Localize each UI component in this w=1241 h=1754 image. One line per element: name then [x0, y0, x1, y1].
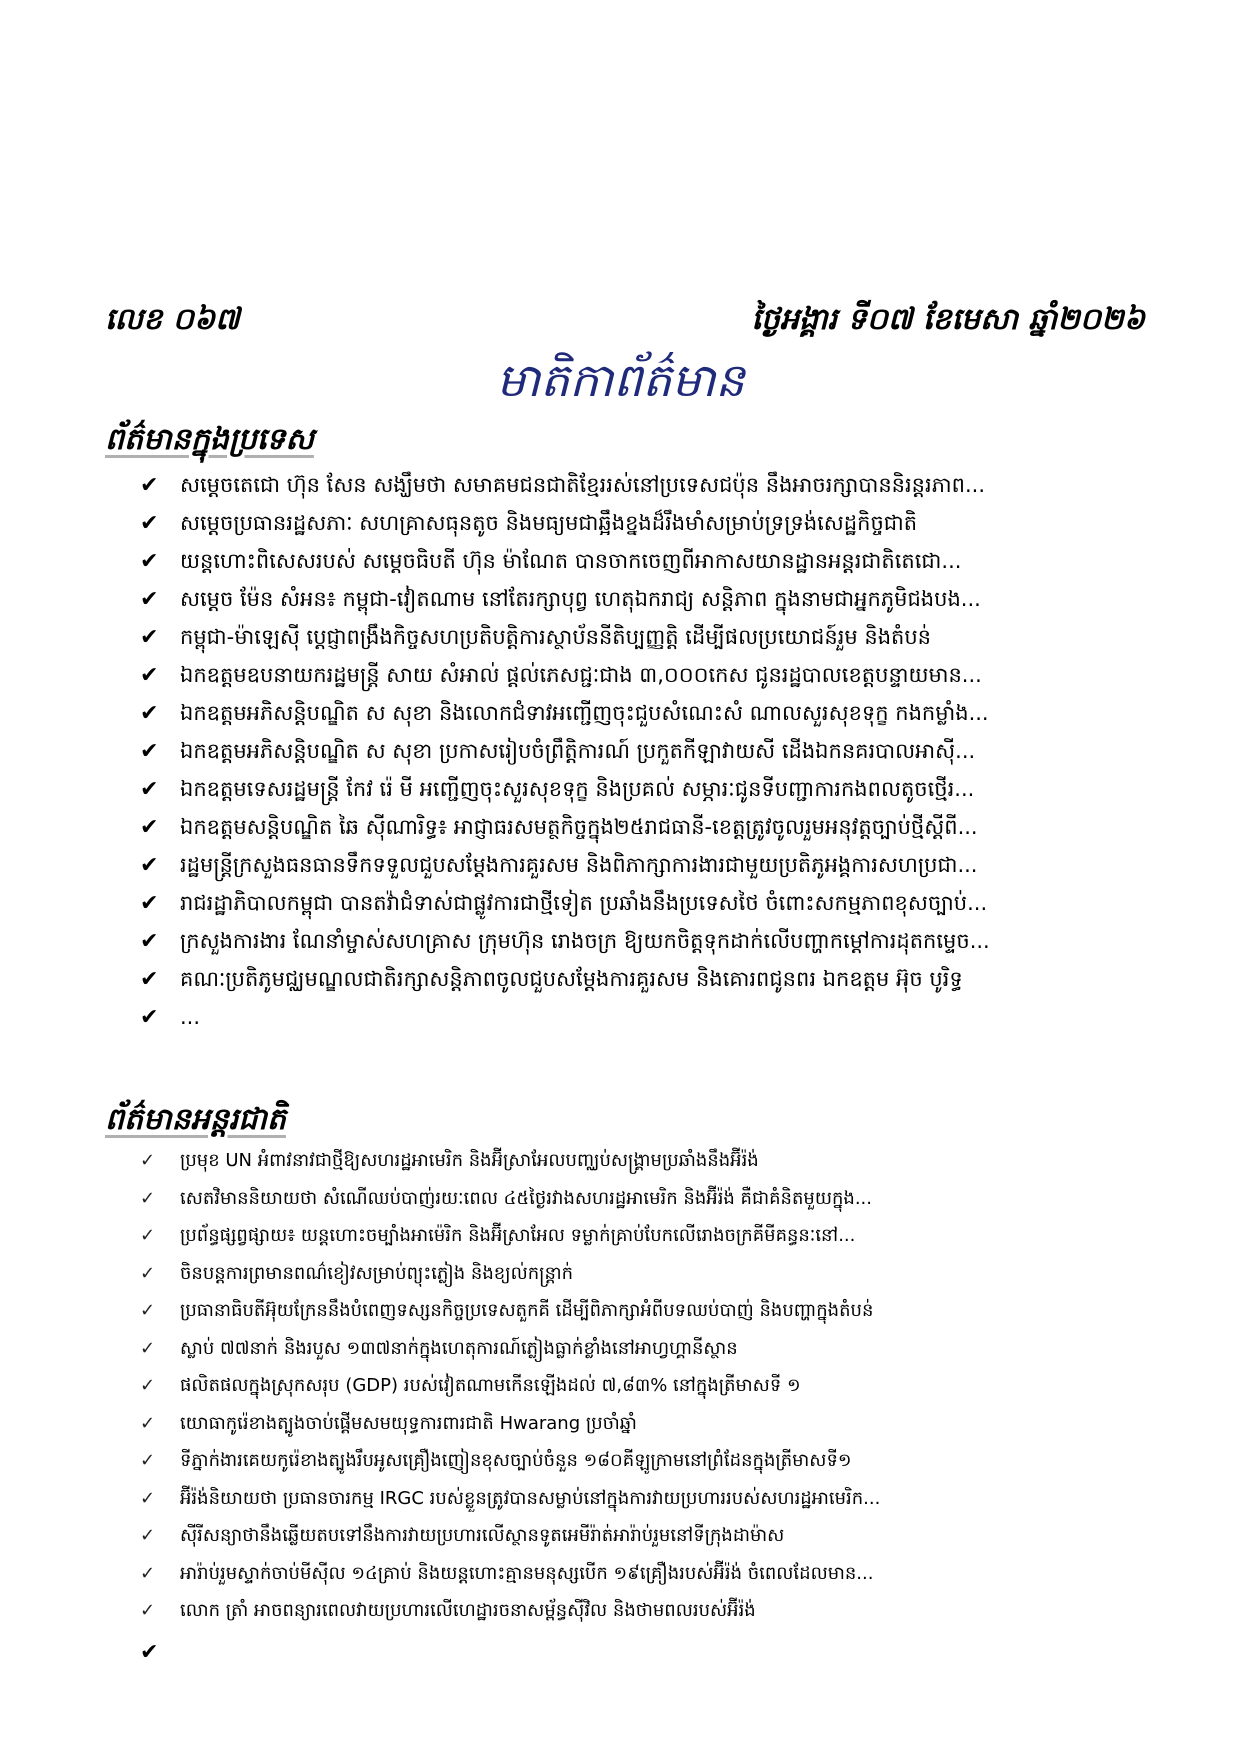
news-item-text: ...: [180, 1005, 201, 1029]
news-item: [140, 1592, 1160, 1630]
news-item-text: ចិនបន្តការព្រមានពណ៌ខៀវសម្រាប់ព្យុះភ្លៀង និងខ្យល់កន្ត្រាក់: [180, 1262, 574, 1284]
news-item-text: រាជរដ្ឋាភិបាលកម្ពុជា បានតវ៉ាជំទាស់ជាផ្លូវការជាថ្មីទៀត ប្រឆាំងនឹងប្រទេសថៃ ចំពោះសកម្មភាពខុសច្បាប់...: [180, 891, 988, 915]
news-item: [140, 808, 1160, 846]
news-item: [140, 1255, 1160, 1293]
check-icon: ✔: [140, 473, 159, 498]
news-item-text: យន្តហោះពិសេសរបស់ សម្ដេចធិបតី ហ៊ុន ម៉ាណែត បានចាកចេញពីអាកាសយានដ្ឋានអន្តរជាតិតេជោ...: [180, 549, 962, 573]
check-icon: ✓: [140, 1412, 156, 1434]
news-item-text: ស៊ីរីសន្យាថានឹងឆ្លើយតបទៅនឹងការវាយប្រហារលើស្ថានទូតអេមីរ៉ាត់អារ៉ាប់រួមនៅទីក្រុងដាម៉ាស: [180, 1525, 785, 1546]
news-item-text: កម្ពុជា-ម៉ាឡេស៊ី ប្ដេជ្ញាពង្រឹងកិច្ចសហប្រតិបត្តិការស្ថាប័ននីតិប្បញ្ញត្តិ ដើម្បីផលប្រយោជន៍រួម និងតំបន់: [180, 625, 932, 649]
news-item-text: អ៊ីរ៉ង់និយាយថា ប្រធានចារកម្ម IRGC របស់ខ្លួនត្រូវបានសម្លាប់នៅក្នុងការវាយប្រហាររបស់សហរដ្ឋអាមេរិក...: [180, 1487, 881, 1509]
check-icon: ✔: [140, 929, 159, 954]
news-item-text: រដ្ឋមន្ត្រីក្រសួងធនធានទឹកទទួលជួបសម្ដែងការគួរសម និងពិភាក្សាការងារជាមួយប្រតិភូអង្គការសហប្រជា...: [180, 853, 978, 877]
news-item-text: ឯកឧត្តមឧបនាយករដ្ឋមន្ត្រី សាយ សំអាល់ ផ្តល់ភេសជ្ជៈជាង ៣,០០០កេស ជូនរដ្ឋបាលខេត្តបន្ទាយមាន...: [180, 663, 982, 687]
news-item-text: ឯកឧត្តមអភិសន្តិបណ្ឌិត ស សុខា ប្រកាសរៀបចំព្រឹត្តិការណ៍ ប្រកួតកីឡាវាយសី ដើងឯកនគរបាលអាស៊ី...: [180, 739, 976, 763]
news-item-text: សេតវិមាននិយាយថា សំណើឈប់បាញ់រយៈពេល ៤៥ថ្ងៃរវាងសហរដ្ឋអាមេរិក និងអ៊ីរ៉ង់ គឺជាគំនិតមួយក្នុង...: [180, 1187, 872, 1209]
news-item: [140, 1555, 1160, 1593]
check-icon: ✔: [140, 891, 159, 916]
check-icon: ✔: [140, 549, 159, 574]
news-item: [140, 466, 1160, 504]
news-item-text: ឯកឧត្តមទេសរដ្ឋមន្ត្រី កែវ រ៉េ មី អញ្ជើញចុះសួរសុខទុក្ខ និងប្រគល់ សម្ភារៈជូនទីបញ្ជាការកងពលតូចថ្មើរ...: [180, 777, 975, 801]
check-icon: ✓: [140, 1262, 156, 1284]
check-icon: ✓: [140, 1150, 156, 1171]
header-row: [105, 300, 1145, 340]
check-icon: ✔: [140, 967, 159, 992]
news-item-text: សម្ដេចប្រធានរដ្ឋសភាៈ សហគ្រាសធុនតូច និងមធ្យមជាឆ្អឹងខ្នងដ៏រឹងមាំសម្រាប់ទ្រទ្រង់សេដ្ឋកិច្ចជាតិ: [180, 511, 918, 535]
issue-date: ថ្ងៃអង្គារ ទី០៧ ខែមេសា ឆ្នាំ២០២៦: [751, 302, 1145, 337]
news-item-text: ឯកឧត្តមសន្តិបណ្ឌិត ឆៃ ស៊ីណារិទ្ធ៖ អាជ្ញាធរសមត្ថកិច្ចក្នុង២៥រាជធានី-ខេត្តត្រូវចូលរួមអនុវត្តច្បាប់ថ្មីស្តីពី...: [180, 815, 978, 839]
news-item: [140, 770, 1160, 808]
news-item: [140, 1292, 1160, 1330]
check-icon: ✓: [140, 1600, 156, 1621]
news-item: [140, 1517, 1160, 1555]
news-item: [140, 1217, 1160, 1255]
news-item-text: ផលិតផលក្នុងស្រុកសរុប (GDP) របស់វៀតណាមកើនឡើងដល់ ៧,៨៣% នៅក្នុងត្រីមាសទី ១: [180, 1375, 801, 1396]
news-item: [140, 580, 1160, 618]
check-icon: ✔: [140, 1005, 159, 1030]
news-item-text: សម្ដេច ម៉ែន សំអន៖ កម្ពុជា-វៀតណាម នៅតែរក្សាបុព្វ ហេតុឯករាជ្យ សន្តិភាព ក្នុងនាមជាអ្នកភូមិជងបង...: [180, 587, 981, 611]
check-icon: ✓: [140, 1562, 156, 1584]
check-icon: ✔: [140, 815, 159, 840]
check-icon: ✔: [140, 853, 159, 878]
news-item-text: លោក ត្រាំ អាចពន្យារពេលវាយប្រហារលើហេដ្ឋារចនាសម្ព័ន្ធស៊ីវិល និងថាមពលរបស់អ៊ីរ៉ង់: [180, 1600, 756, 1621]
check-icon: ✔: [140, 739, 159, 764]
news-item-text: ប្រធានាធិបតីអ៊ុយក្រែននឹងបំពេញទស្សនកិច្ចប្រទេសតួកគី ដើម្បីពិភាក្សាអំពីបទឈប់បាញ់ និងបញ្ហាក្នុងតំបន់: [180, 1300, 874, 1321]
news-item-text: យោធាកូរ៉េខាងត្បូងចាប់ផ្ដើមសមយុទ្ធការពារជាតិ Hwarang ប្រចាំឆ្នាំ: [180, 1412, 637, 1434]
trailing-check-icon: ✔: [140, 1640, 159, 1665]
news-item: [140, 542, 1160, 580]
check-icon: ✔: [140, 511, 159, 536]
news-item: [140, 1442, 1160, 1480]
check-icon: ✓: [140, 1450, 156, 1471]
check-icon: ✔: [140, 701, 159, 726]
news-item: [140, 1330, 1160, 1368]
check-icon: ✓: [140, 1225, 156, 1246]
news-item: [140, 732, 1160, 770]
news-item: [140, 656, 1160, 694]
domestic-news-heading: ព័ត៌មានក្នុងប្រទេស: [105, 422, 314, 457]
news-item: [140, 1142, 1160, 1180]
international-news-heading: ព័ត៌មានអន្តរជាតិ: [105, 1102, 286, 1137]
news-item-text: ប្រមុខ UN អំពាវនាវជាថ្មីឱ្យសហរដ្ឋអាមេរិក និងអ៊ីស្រាអែលបញ្ឈប់សង្គ្រាមប្រឆាំងនឹងអ៊ីរ៉ង់: [180, 1150, 759, 1171]
news-item: [140, 998, 1160, 1036]
document-title: មាតិកាព័ត៌មាន: [496, 353, 745, 407]
news-item-text: អារ៉ាប់រួមស្ទាក់ចាប់មីស៊ីល ១៤គ្រាប់ និងយន្តហោះគ្មានមនុស្សបើក ១៩គ្រឿងរបស់អ៊ីរ៉ង់ ចំពេលដែលមាន...: [180, 1562, 874, 1584]
check-icon: ✔: [140, 587, 159, 612]
check-icon: ✓: [140, 1337, 156, 1359]
news-item-text: ប្រព័ន្ធផ្សព្វផ្សាយ៖ យន្តហោះចម្បាំងអាម៉េរិក និងអ៊ីស្រាអែល ទម្លាក់គ្រាប់បែកលើរោងចក្រគីមីគន្ធនៈនៅ...: [180, 1225, 856, 1246]
news-item: [140, 504, 1160, 542]
check-icon: ✓: [140, 1487, 156, 1509]
news-item: [140, 960, 1160, 998]
check-icon: ✓: [140, 1375, 156, 1396]
issue-number: លេខ ០៦៧: [105, 302, 240, 337]
news-item-text: ទីភ្នាក់ងារគេយកូរ៉េខាងត្បូងរឹបអូសគ្រឿងញៀនខុសច្បាប់ចំនួន ១៨០គីឡូក្រាមនៅព្រំដែនក្នុងត្រីមាសទី១: [180, 1450, 852, 1471]
news-item: [140, 884, 1160, 922]
check-icon: ✔: [140, 625, 159, 650]
news-item: [140, 1480, 1160, 1518]
news-item: [140, 1180, 1160, 1218]
check-icon: ✓: [140, 1300, 156, 1321]
news-item-text: សម្ដេចតេជោ ហ៊ុន សែន សង្ឃឹមថា សមាគមជនជាតិខ្មែររស់នៅប្រទេសជប៉ុន នឹងអាចរក្សាបាននិរន្តរភាព...: [180, 473, 986, 497]
international-news-list: [140, 1142, 1160, 1630]
check-icon: ✔: [140, 777, 159, 802]
news-item-text: ក្រសួងការងារ ណែនាំម្ចាស់សហគ្រាស ក្រុមហ៊ុន រោងចក្រ ឱ្យយកចិត្តទុកដាក់លើបញ្ហាកម្ដៅការដុតកម្ទេច...: [180, 929, 990, 953]
check-icon: ✔: [140, 663, 159, 688]
news-item: [140, 1405, 1160, 1443]
check-icon: ✓: [140, 1187, 156, 1209]
news-item: [140, 694, 1160, 732]
news-item: [140, 1367, 1160, 1405]
news-item-text: ឯកឧត្តមអភិសន្តិបណ្ឌិត ស សុខា និងលោកជំទាវអញ្ជើញចុះជួបសំណេះសំ ណាលសួរសុខទុក្ខ កងកម្លាំង...: [180, 701, 989, 725]
check-icon: ✓: [140, 1525, 156, 1546]
news-item-text: គណៈប្រតិភូមជ្ឈមណ្ឌលជាតិរក្សាសន្តិភាពចូលជួបសម្ដែងការគួរសម និងគោរពជូនពរ ឯកឧត្តម អ៊ុច បូរិទ្ធ: [180, 967, 963, 991]
news-item-text: ស្លាប់ ៧៧នាក់ និងរបួស ១៣៧នាក់ក្នុងហេតុការណ៍ភ្លៀងធ្លាក់ខ្លាំងនៅអាហ្វហ្គានីស្ថាន: [180, 1337, 738, 1359]
news-item: [140, 618, 1160, 656]
news-item: [140, 846, 1160, 884]
domestic-news-list: [140, 466, 1160, 1036]
news-item: [140, 922, 1160, 960]
